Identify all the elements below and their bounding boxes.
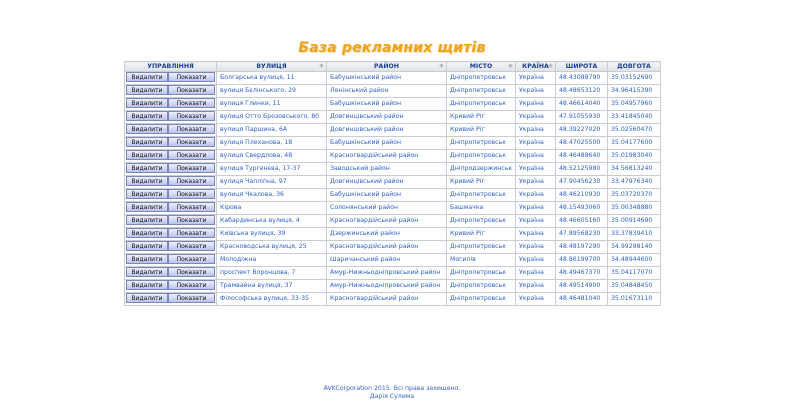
row-actions xyxy=(125,98,217,111)
show-button[interactable]: Показати xyxy=(168,72,215,82)
header-country-label: КРАЇНА xyxy=(522,63,549,70)
cell-lon: 35.04848450 xyxy=(608,280,661,293)
cell-lat: 47.91055930 xyxy=(556,111,608,124)
cell-country: Україна xyxy=(516,189,556,202)
header-street-label: ВУЛИЦЯ xyxy=(256,63,287,70)
show-button[interactable]: Показати xyxy=(168,228,215,238)
table-row xyxy=(125,111,661,124)
cell-lat: 48.46488640 xyxy=(556,150,608,163)
footer-copyright: AVKCorporation 2015. Всі права захищено. xyxy=(323,385,461,392)
cell-lon: 34.56813240 xyxy=(608,163,661,176)
table-row xyxy=(125,72,661,85)
table-row xyxy=(125,267,661,280)
cell-street: Красноводська вулиця, 25 xyxy=(217,241,327,254)
cell-country: Україна xyxy=(516,241,556,254)
cell-lat: 47.90456230 xyxy=(556,176,608,189)
sort-icon[interactable]: ⁜ xyxy=(318,63,324,70)
cell-country: Україна xyxy=(516,228,556,241)
cell-country: Україна xyxy=(516,176,556,189)
cell-lon: 33.41845040 xyxy=(608,111,661,124)
delete-button[interactable]: Видалити xyxy=(126,241,168,251)
cell-city: Могилів xyxy=(447,254,516,267)
cell-city: Дніпропетровськ xyxy=(447,189,516,202)
cell-district: Солонянський район xyxy=(327,202,447,215)
delete-button[interactable]: Видалити xyxy=(126,228,168,238)
cell-lat: 48.46614040 xyxy=(556,98,608,111)
cell-lon: 34.96415390 xyxy=(608,85,661,98)
row-actions xyxy=(125,280,217,293)
cell-district: Бабушкінський район xyxy=(327,72,447,85)
table-header-row xyxy=(125,62,661,72)
delete-button[interactable]: Видалити xyxy=(126,150,168,160)
cell-lat: 47.89568230 xyxy=(556,228,608,241)
cell-city: Дніпропетровськ xyxy=(447,280,516,293)
sort-icon[interactable]: ⁜ xyxy=(438,63,444,70)
row-actions xyxy=(125,111,217,124)
row-actions xyxy=(125,176,217,189)
table-row xyxy=(125,293,661,306)
row-actions xyxy=(125,137,217,150)
cell-lon: 34.99298140 xyxy=(608,241,661,254)
cell-city: Дніпропетровськ xyxy=(447,85,516,98)
cell-district: Ленінський район xyxy=(327,85,447,98)
delete-button[interactable]: Видалити xyxy=(126,111,168,121)
show-button[interactable]: Показати xyxy=(168,267,215,277)
show-button[interactable]: Показати xyxy=(168,280,215,290)
cell-district: Амур-Нижньодніпровський район xyxy=(327,280,447,293)
cell-lat: 48.86199700 xyxy=(556,254,608,267)
header-city[interactable] xyxy=(447,62,516,72)
cell-street: вулиця Бєлінського, 29 xyxy=(217,85,327,98)
sort-icon[interactable]: ⁜ xyxy=(547,63,553,70)
row-actions xyxy=(125,124,217,137)
cell-lon: 35.02560470 xyxy=(608,124,661,137)
show-button[interactable]: Показати xyxy=(168,254,215,264)
table-body xyxy=(125,72,661,306)
delete-button[interactable]: Видалити xyxy=(126,85,168,95)
cell-lon: 35.01983040 xyxy=(608,150,661,163)
cell-country: Україна xyxy=(516,111,556,124)
row-actions xyxy=(125,189,217,202)
delete-button[interactable]: Видалити xyxy=(126,293,168,303)
table-row xyxy=(125,163,661,176)
header-country[interactable] xyxy=(516,62,556,72)
cell-lat: 48.48653120 xyxy=(556,85,608,98)
show-button[interactable]: Показати xyxy=(168,111,215,121)
cell-lat: 48.48197290 xyxy=(556,241,608,254)
cell-country: Україна xyxy=(516,254,556,267)
show-button[interactable]: Показати xyxy=(168,85,215,95)
row-actions xyxy=(125,241,217,254)
show-button[interactable]: Показати xyxy=(168,241,215,251)
show-button[interactable]: Показати xyxy=(168,124,215,134)
delete-button[interactable]: Видалити xyxy=(126,72,168,82)
cell-district: Бабушкінський район xyxy=(327,137,447,150)
cell-lon: 33.47976340 xyxy=(608,176,661,189)
show-button[interactable]: Показати xyxy=(168,137,215,147)
cell-street: Кабардинська вулиця, 4 xyxy=(217,215,327,228)
cell-street: Філософська вулиця, 33-35 xyxy=(217,293,327,306)
cell-city: Дніпродзержинськ xyxy=(447,163,516,176)
cell-country: Україна xyxy=(516,150,556,163)
cell-city: Дніпропетровськ xyxy=(447,72,516,85)
cell-street: Молодіжна xyxy=(217,254,327,267)
header-street[interactable] xyxy=(217,62,327,72)
delete-button[interactable]: Видалити xyxy=(126,254,168,264)
row-actions xyxy=(125,215,217,228)
row-actions xyxy=(125,228,217,241)
cell-street: вулиця Тургенєва, 17-37 xyxy=(217,163,327,176)
table-row xyxy=(125,189,661,202)
table-row xyxy=(125,98,661,111)
delete-button[interactable]: Видалити xyxy=(126,176,168,186)
cell-lon: 35.00348880 xyxy=(608,202,661,215)
cell-lon: 35.03152690 xyxy=(608,72,661,85)
table-row xyxy=(125,254,661,267)
cell-district: Довгинцівський район xyxy=(327,124,447,137)
cell-country: Україна xyxy=(516,124,556,137)
header-district-label: РАЙОН xyxy=(374,63,399,70)
table-row xyxy=(125,280,661,293)
cell-lon: 35.01673110 xyxy=(608,293,661,306)
cell-lon: 35.04957960 xyxy=(608,98,661,111)
row-actions xyxy=(125,163,217,176)
table-row xyxy=(125,137,661,150)
delete-button[interactable]: Видалити xyxy=(126,280,168,290)
cell-country: Україна xyxy=(516,293,556,306)
cell-country: Україна xyxy=(516,137,556,150)
cell-city: Дніпропетровськ xyxy=(447,215,516,228)
cell-city: Кривий Ріг xyxy=(447,111,516,124)
billboards-table xyxy=(124,61,661,306)
cell-district: Амур-Нижньодніпровський район xyxy=(327,267,447,280)
delete-button[interactable]: Видалити xyxy=(126,163,168,173)
table-row xyxy=(125,228,661,241)
table-row xyxy=(125,85,661,98)
cell-city: Дніпропетровськ xyxy=(447,137,516,150)
cell-city: Дніпропетровськ xyxy=(447,150,516,163)
cell-street: вулиця Плеханова, 18 xyxy=(217,137,327,150)
cell-street: вулиця Чапліпна, 97 xyxy=(217,176,327,189)
cell-city: Кривий Ріг xyxy=(447,228,516,241)
delete-button[interactable]: Видалити xyxy=(126,189,168,199)
cell-lat: 48.43088790 xyxy=(556,72,608,85)
header-lat[interactable] xyxy=(556,62,608,72)
cell-city: Кривий Ріг xyxy=(447,176,516,189)
cell-district: Довгинцівський район xyxy=(327,176,447,189)
table-row xyxy=(125,241,661,254)
delete-button[interactable]: Видалити xyxy=(126,202,168,212)
cell-street: вулиця Глинки, 11 xyxy=(217,98,327,111)
cell-country: Україна xyxy=(516,98,556,111)
cell-lat: 48.46605160 xyxy=(556,215,608,228)
cell-district: Заводський район xyxy=(327,163,447,176)
cell-lon: 34.48944600 xyxy=(608,254,661,267)
cell-lon: 35.04177600 xyxy=(608,137,661,150)
footer-author: Дарія Сулима xyxy=(369,393,415,400)
cell-lat: 48.15493060 xyxy=(556,202,608,215)
header-lat-label: ШИРОТА xyxy=(565,63,598,70)
delete-button[interactable]: Видалити xyxy=(126,98,168,108)
page-title: База рекламних щитів xyxy=(298,40,486,56)
cell-lat: 48.49467370 xyxy=(556,267,608,280)
show-button[interactable]: Показати xyxy=(168,189,215,199)
cell-lat: 48.49514900 xyxy=(556,280,608,293)
row-actions xyxy=(125,267,217,280)
row-actions xyxy=(125,72,217,85)
cell-district: Довгинцівський район xyxy=(327,111,447,124)
cell-street: Болгарська вулиця, 11 xyxy=(217,72,327,85)
cell-street: вулиця Свердлова, 48 xyxy=(217,150,327,163)
delete-button[interactable]: Видалити xyxy=(126,124,168,134)
cell-lon: 35.03720370 xyxy=(608,189,661,202)
header-district[interactable] xyxy=(327,62,447,72)
cell-district: Шаричанський район xyxy=(327,254,447,267)
row-actions xyxy=(125,254,217,267)
row-actions xyxy=(125,85,217,98)
cell-country: Україна xyxy=(516,215,556,228)
show-button[interactable]: Показати xyxy=(168,163,215,173)
cell-district: Красногвардійський район xyxy=(327,241,447,254)
cell-lat: 48.52125980 xyxy=(556,163,608,176)
table-row xyxy=(125,176,661,189)
cell-country: Україна xyxy=(516,267,556,280)
cell-lat: 48.46481040 xyxy=(556,293,608,306)
table-row xyxy=(125,215,661,228)
cell-lon: 35.04117070 xyxy=(608,267,661,280)
cell-street: Київська вулиця, 39 xyxy=(217,228,327,241)
cell-country: Україна xyxy=(516,85,556,98)
cell-lon: 35.00914690 xyxy=(608,215,661,228)
cell-street: проспект Воронцова, 7 xyxy=(217,267,327,280)
row-actions xyxy=(125,293,217,306)
row-actions xyxy=(125,202,217,215)
header-manage-label: УПРАВЛІННЯ xyxy=(147,63,194,70)
cell-district: Красногвардійський район xyxy=(327,293,447,306)
cell-lon: 33.37839410 xyxy=(608,228,661,241)
cell-street: Кірова xyxy=(217,202,327,215)
cell-district: Бабушкінський район xyxy=(327,98,447,111)
header-lon[interactable] xyxy=(608,62,661,72)
cell-country: Україна xyxy=(516,202,556,215)
cell-lat: 48.39227020 xyxy=(556,124,608,137)
cell-city: Дніпропетровськ xyxy=(447,293,516,306)
table-row xyxy=(125,124,661,137)
cell-street: Трамвайна вулиця, 37 xyxy=(217,280,327,293)
cell-district: Бабушкінський район xyxy=(327,189,447,202)
cell-street: вулиця Отто Брозовського, 80 xyxy=(217,111,327,124)
cell-lat: 48.47025500 xyxy=(556,137,608,150)
sort-icon[interactable]: ⁜ xyxy=(507,63,513,70)
show-button[interactable]: Показати xyxy=(168,98,215,108)
delete-button[interactable]: Видалити xyxy=(126,215,168,225)
header-city-label: МІСТО xyxy=(469,63,493,70)
delete-button[interactable]: Видалити xyxy=(126,137,168,147)
cell-district: Красногвардійський район xyxy=(327,150,447,163)
header-lon-label: ДОВГОТА xyxy=(617,63,651,70)
cell-street: вулиця Чкалова, 36 xyxy=(217,189,327,202)
cell-country: Україна xyxy=(516,163,556,176)
table-row xyxy=(125,150,661,163)
row-actions xyxy=(125,150,217,163)
table-row xyxy=(125,202,661,215)
show-button[interactable]: Показати xyxy=(168,202,215,212)
cell-lat: 48.46210930 xyxy=(556,189,608,202)
cell-city: Дніпропетровськ xyxy=(447,267,516,280)
show-button[interactable]: Показати xyxy=(168,176,215,186)
cell-street: вулиця Паршина, 6А xyxy=(217,124,327,137)
cell-country: Україна xyxy=(516,72,556,85)
show-button[interactable]: Показати xyxy=(168,150,215,160)
cell-district: Дзержинський район xyxy=(327,228,447,241)
cell-city: Башмачка xyxy=(447,202,516,215)
show-button[interactable]: Показати xyxy=(168,293,215,303)
delete-button[interactable]: Видалити xyxy=(126,267,168,277)
header-manage xyxy=(125,62,217,72)
show-button[interactable]: Показати xyxy=(168,215,215,225)
cell-city: Дніпропетровськ xyxy=(447,98,516,111)
cell-country: Україна xyxy=(516,280,556,293)
cell-city: Кривий Ріг xyxy=(447,124,516,137)
cell-city: Дніпропетровськ xyxy=(447,241,516,254)
cell-district: Красногвардійський район xyxy=(327,215,447,228)
